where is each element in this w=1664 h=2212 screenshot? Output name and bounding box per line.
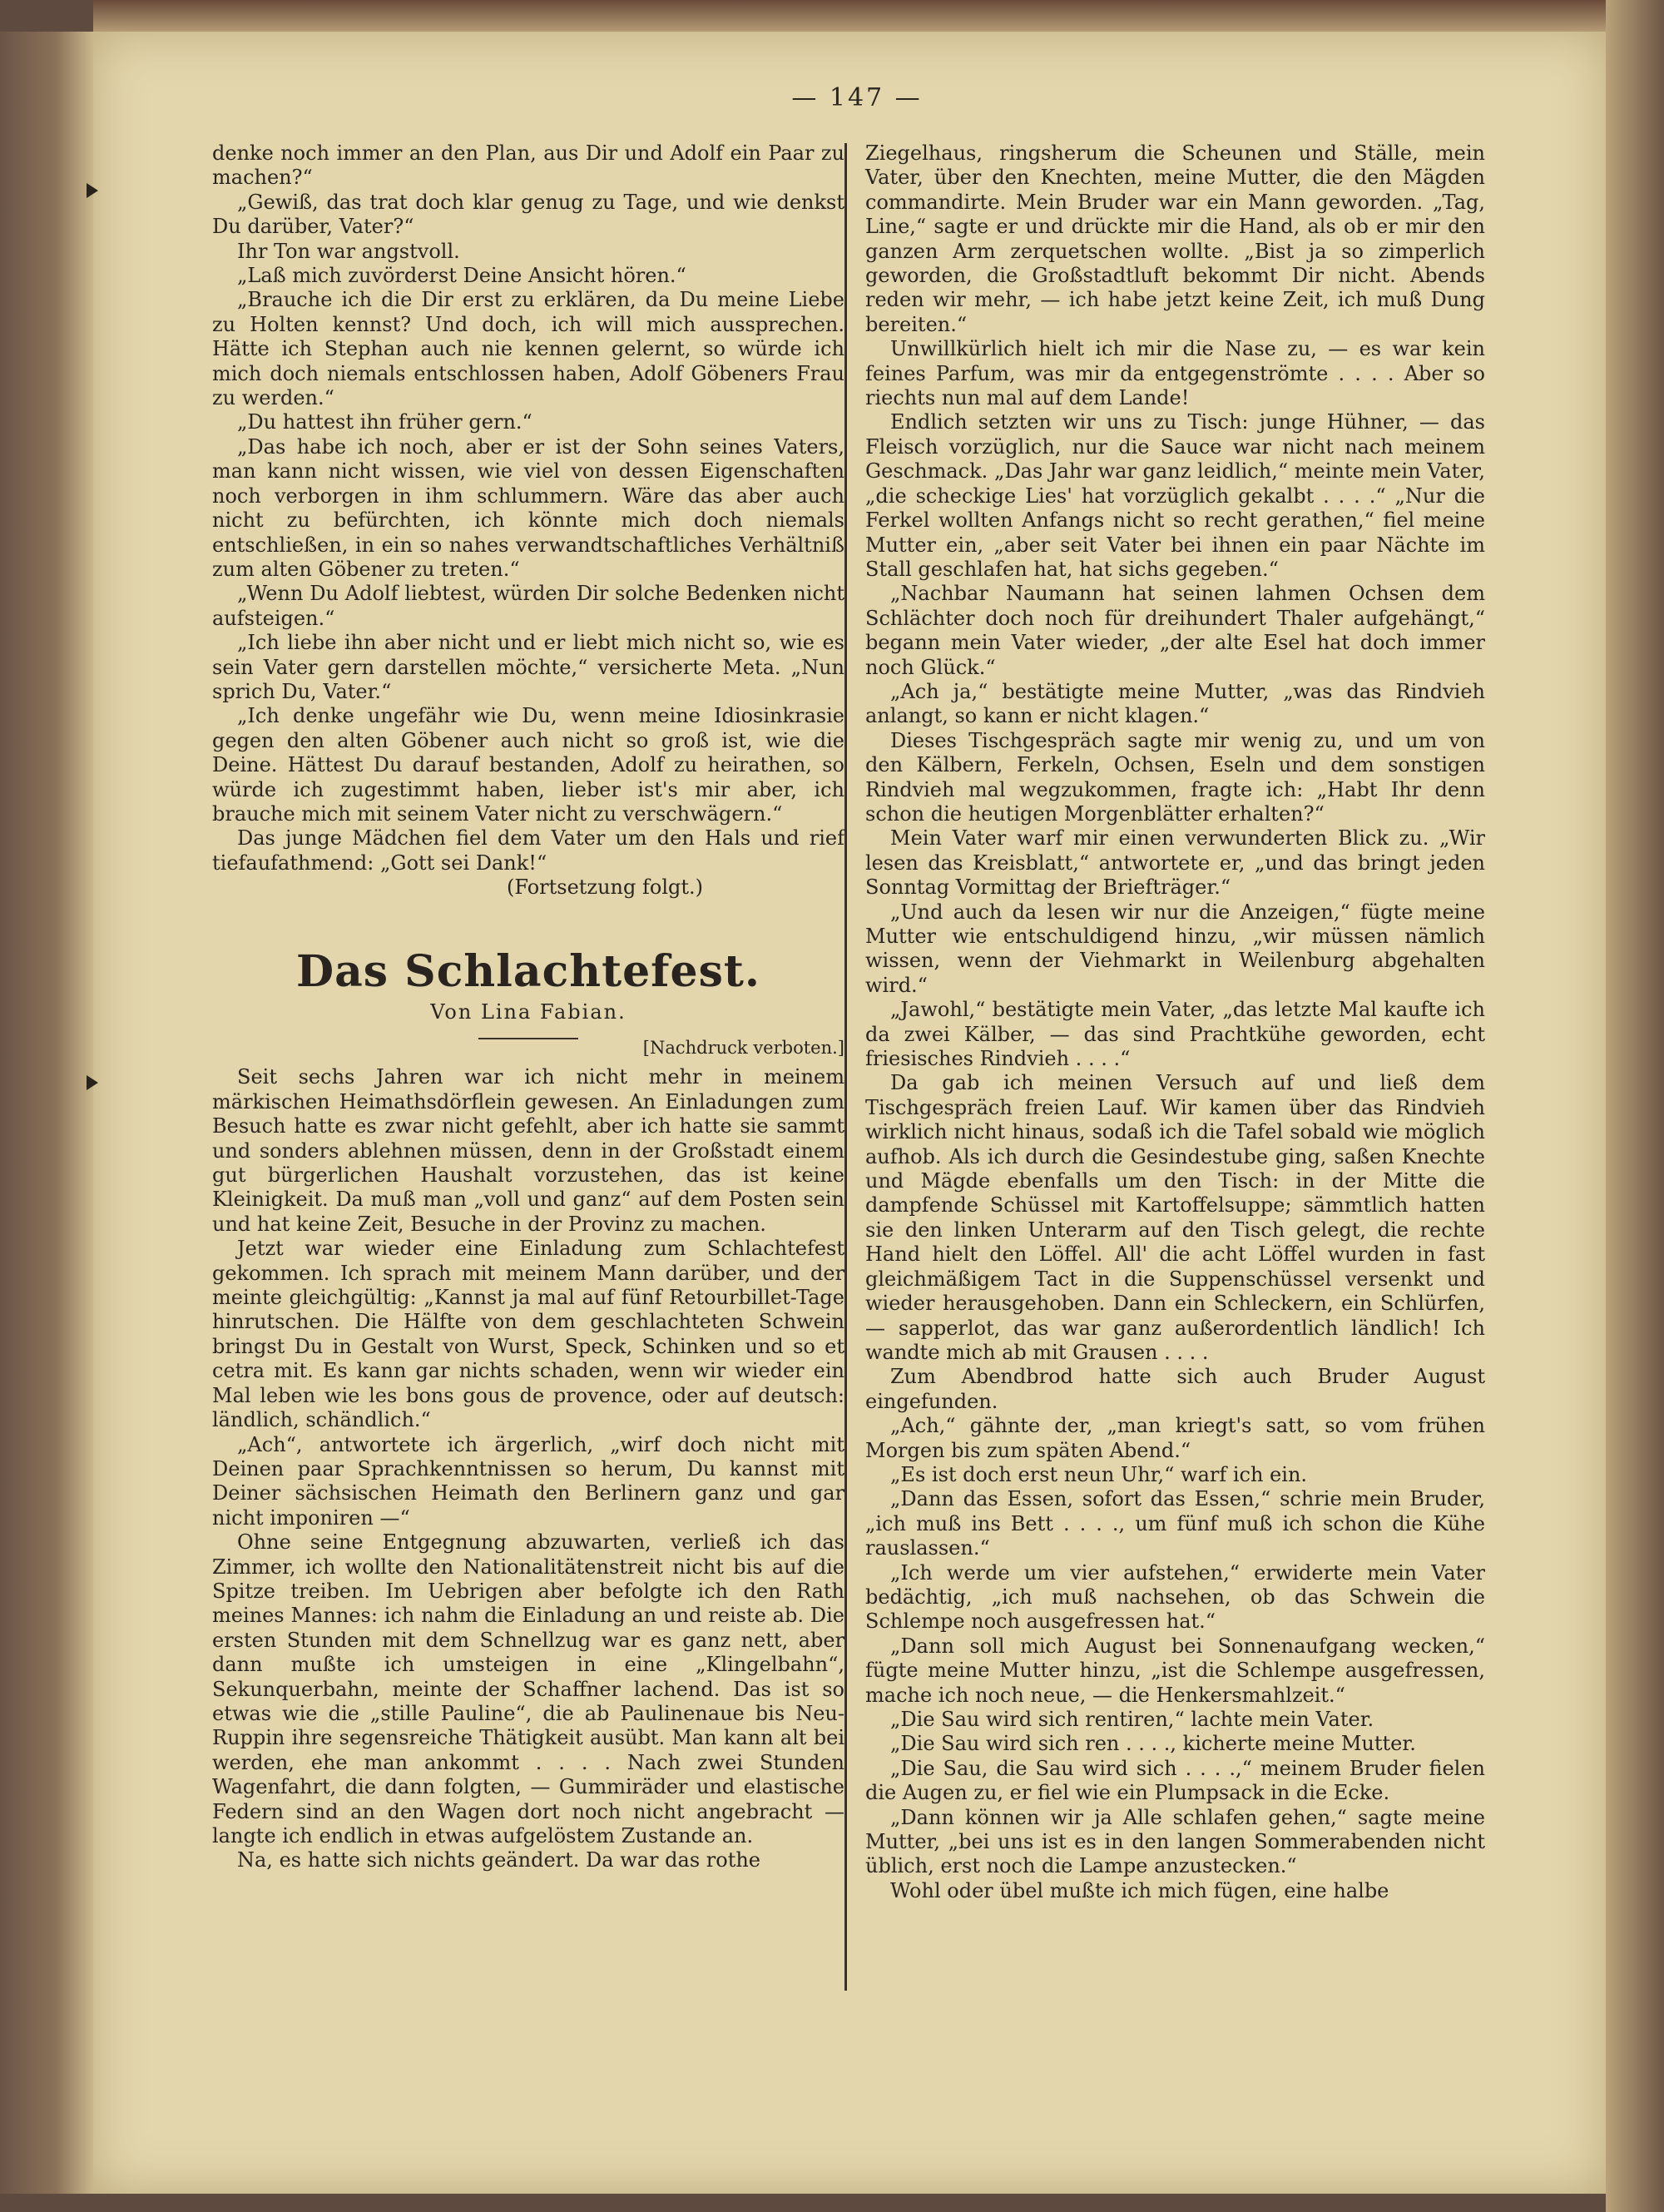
paragraph: Da gab ich meinen Versuch auf und ließ dem Tischgespräch freien Lauf. Wir kamen über das Rindvieh wirklich nicht hinaus, sodaß ich die Tafel sobald wie möglich aufhob. Als ich durch die Gesindestube ging, saßen Knechte und Mägde ebenfalls um den Tisch: in der Mitte die dampfende Schüssel mit Kartoffelsuppe; sämmtlich hatten sie den linken Unterarm auf den Tisch gelegt, die rechte Hand hielt den Löffel. All' die acht Löffel wurden in fast gleichmäßigem Tact in die Suppenschüssel versenkt und wieder herausgehoben. Dann ein Schleckern, ein Schlürfen, — sapperlot, das war ganz außerordentlich ländlich! Ich wandte mich ab mit Grausen . . . . <box>865 1071 1485 1364</box>
paragraph: Ohne seine Entgegnung abzuwarten, verließ ich das Zimmer, ich wollte den Nationalitätenstreit nicht bis auf die Spitze treiben. Im Uebrigen aber befolgte ich den Rath meines Mannes: ich nahm die Einladung an und reiste ab. Die ersten Stunden mit dem Schnellzug war es ganz nett, aber dann mußte ich umsteigen in eine „Klingelbahn“, Sekunquerbahn, meinte der Schaffner lachend. Das ist so etwas wie die „stille Pauline“, die ab Paulinenaue bis Neu-Ruppin ihre segensreiche Thätigkeit ausübt. Man kann alt bei werden, ehe man ankommt . . . . Nach zwei Stunden Wagenfahrt, die dann folgten, — Gummiräder und elastische Federn sind an den Wagen dort noch nicht angebracht — langte ich endlich in etwas aufgelöstem Zustande an. <box>212 1530 844 1847</box>
paragraph: „Jawohl,“ bestätigte mein Vater, „das letzte Mal kaufte ich da zwei Kälber, — das sind Prachtkühe geworden, echt friesisches Rindvieh . . . .“ <box>865 998 1485 1071</box>
paragraph: „Die Sau, die Sau wird sich . . . .,“ meinem Bruder fielen die Augen zu, er fiel wie ein Plumpsack in die Ecke. <box>865 1756 1485 1805</box>
paragraph: Na, es hatte sich nichts geändert. Da war das rothe <box>237 1848 760 1872</box>
paragraph: „Dann soll mich August bei Sonnenaufgang wecken,“ fügte meine Mutter hinzu, „ist die Schlempe ausgefressen, mache ich noch neue, — die Henkersmahlzeit.“ <box>865 1634 1485 1707</box>
article-title: Das Schlachtefest. <box>295 945 761 997</box>
scan-top-edge <box>93 0 1606 32</box>
paragraph: „Das habe ich noch, aber er ist der Sohn seines Vaters, man kann nicht wissen, wie viel von dessen Eigenschaften noch verborgen in ihm schlummern. Wäre das aber auch nicht zu befürchten, ich könnte mich doch niemals entschließen, in ein so nahes verwandtschaftliches Verhältniß zum alten Göbener zu treten.“ <box>212 434 844 581</box>
binding-marker-bottom <box>87 1075 98 1090</box>
paragraph: „Es ist doch erst neun Uhr,“ warf ich ein. <box>890 1462 1308 1486</box>
column-divider <box>844 143 847 1991</box>
paragraph: „Ach ja,“ bestätigte meine Mutter, „was das Rindvieh anlangt, so kann er nicht klagen.“ <box>865 679 1485 728</box>
book-gutter <box>0 32 93 2194</box>
paragraph: Mein Vater warf mir einen verwunderten Blick zu. „Wir lesen das Kreisblatt,“ antwortete er, „und das bringt jeden Sonntag Vormittag der Briefträger.“ <box>865 826 1485 900</box>
paragraph: „Die Sau wird sich rentiren,“ lachte mein Vater. <box>890 1708 1374 1731</box>
paragraph: „Dann das Essen, sofort das Essen,“ schrie mein Bruder, „ich muß ins Bett . . . ., um fünf muß ich schon die Kühe rauslassen.“ <box>865 1487 1485 1560</box>
binding-marker-top <box>87 183 98 198</box>
paragraph: „Ach“, antwortete ich ärgerlich, „wirf doch nicht mit Deinen paar Sprachkenntnissen so herum, Du kannst mit Deiner sächsischen Heimath den Berlinern ganz und gar nicht imponiren —“ <box>212 1432 844 1530</box>
continuation-note: (Fortsetzung folgt.) <box>507 875 703 900</box>
page-number: — 147 — <box>791 83 923 112</box>
paragraph: „Die Sau wird sich ren . . . ., kicherte meine Mutter. <box>890 1732 1416 1756</box>
paragraph: Wohl oder übel mußte ich mich fügen, eine halbe <box>890 1878 1389 1902</box>
paragraph: Dieses Tischgespräch sagte mir wenig zu, und um von den Kälbern, Ferkeln, Ochsen, Eseln und dem sonstigen Rindvieh mal wegzukommen, fragte ich: „Habt Ihr denn schon die heutigen Morgenblätter erhalten?“ <box>865 728 1485 826</box>
paragraph: Ziegelhaus, ringsherum die Scheunen und Ställe, mein Vater, über den Knechten, meine Mutter, die den Mägden commandirte. Mein Bruder war ein Mann geworden. „Tag, Line,“ sagte er und drückte mir die Hand, als ob er mir den ganzen Arm zerquetschen wollte. „Bist ja so zimperlich geworden, die Großstadtluft bekommt Dir nicht. Abends reden wir mehr, — ich habe jetzt keine Zeit, ich muß Dung bereiten.“ <box>865 141 1485 336</box>
paragraph: „Du hattest ihn früher gern.“ <box>237 410 532 434</box>
paragraph: „Laß mich zuvörderst Deine Ansicht hören.“ <box>237 264 686 288</box>
paragraph: „Ich liebe ihn aber nicht und er liebt mich nicht so, wie es sein Vater gern darstellen möchte,“ versicherte Meta. „Nun sprich Du, Vater.“ <box>212 631 844 703</box>
paragraph: „Wenn Du Adolf liebtest, würden Dir solche Bedenken nicht aufsteigen.“ <box>212 582 844 630</box>
paragraph: Ihr Ton war angstvoll. <box>237 239 460 263</box>
paragraph: „Brauche ich die Dir erst zu erklären, da Du meine Liebe zu Holten kennst? Und doch, ich will mich aussprechen. Hätte ich Stephan auch nie kennen gelernt, so würde ich mich doch niemals entschlossen haben, Adolf Göbeners Frau zu werden.“ <box>212 288 844 410</box>
paragraph: denke noch immer an den Plan, aus Dir und Adolf ein Paar zu machen?“ <box>212 141 844 190</box>
left-column <box>212 141 844 1873</box>
paragraph: „Ich denke ungefähr wie Du, wenn meine Idiosinkrasie gegen den alten Göbener auch nicht so groß ist, wie die Deine. Hättest Du darauf bestanden, Adolf zu heirathen, so würde ich zugestimmt haben, lieber ist's mir aber, ich brauche mich mit seinem Vater nicht zu verschwägern.“ <box>212 704 844 826</box>
article-byline: Von Lina Fabian. <box>430 999 626 1024</box>
paragraph: „Ach,“ gähnte der, „man kriegt's satt, so vom frühen Morgen bis zum späten Abend.“ <box>865 1414 1485 1462</box>
right-column <box>865 141 1485 1903</box>
paragraph: „Ich werde um vier aufstehen,“ erwiderte mein Vater bedächtig, „ich muß nachsehen, ob das Schwein die Schlempe noch ausgefressen hat.“ <box>865 1560 1485 1634</box>
paragraph: Seit sechs Jahren war ich nicht mehr in meinem märkischen Heimathsdörflein gewesen. An Einladungen zum Besuch hatte es zwar nicht gefehlt, aber ich hatte sie sammt und sonders ablehnen müssen, denn in der Großstadt einem gut bürgerlichen Haushalt vorzustehen, das ist keine Kleinigkeit. Da muß man „voll und ganz“ auf dem Posten sein und hat keine Zeit, Besuche in der Provinz zu machen. <box>212 1065 844 1236</box>
paragraph: „Nachbar Naumann hat seinen lahmen Ochsen dem Schlächter doch noch für dreihundert Thaler aufgehängt,“ begann mein Vater wieder, „der alte Esel hat doch immer noch Glück.“ <box>865 582 1485 679</box>
scan-right-edge <box>1606 0 1664 2212</box>
reprint-notice: [Nachdruck verboten.] <box>642 1038 844 1058</box>
paragraph: Jetzt war wieder eine Einladung zum Schlachtefest gekommen. Ich sprach mit meinem Mann darüber, und der meinte gleichgültig: „Kannst ja mal auf fünf Retourbillet-Tage hinrutschen. Die Hälfte von dem geschlachteten Schwein bringst Du in Gestalt von Wurst, Speck, Schinken und so et cetra mit. Es kann gar nichts schaden, wenn wir wieder ein Mal leben wie les bons gous de provence, oder auf deutsch: ländlich, schändlich.“ <box>212 1237 844 1432</box>
paragraph: Endlich setzten wir uns zu Tisch: junge Hühner, — das Fleisch vorzüglich, nur die Sauce war nicht nach meinem Geschmack. „Das Jahr war ganz leidlich,“ meinte mein Vater, „die scheckige Lies' hat vorzüglich gekalbt . . . .“ „Nur die Ferkel wollten Anfangs nicht so recht gerathen,“ fiel meine Mutter ein, „aber seit Vater bei ihnen ein paar Nächte im Stall geschlafen hat, hat sichs gegeben.“ <box>865 410 1485 581</box>
paragraph: „Gewiß, das trat doch klar genug zu Tage, und wie denkst Du darüber, Vater?“ <box>212 190 844 239</box>
paragraph: Unwillkürlich hielt ich mir die Nase zu, — es war kein feines Parfum, was mir da entgegenströmte . . . . Aber so riechts nun mal auf dem Lande! <box>865 337 1485 410</box>
paragraph: Zum Abendbrod hatte sich auch Bruder August eingefunden. <box>865 1365 1485 1413</box>
paragraph: „Und auch da lesen wir nur die Anzeigen,“ fügte meine Mutter wie entschuldigend hinzu, „wir müssen nämlich wissen, wenn der Viehmarkt in Weilenburg abgehalten wird.“ <box>865 900 1485 997</box>
paragraph: Das junge Mädchen fiel dem Vater um den Hals und rief tiefaufathmend: „Gott sei Dank!“ <box>212 826 844 875</box>
paragraph: „Dann können wir ja Alle schlafen gehen,“ sagte meine Mutter, „bei uns ist es in den langen Sommerabenden nicht üblich, erst noch die Lampe anzustecken.“ <box>865 1805 1485 1878</box>
